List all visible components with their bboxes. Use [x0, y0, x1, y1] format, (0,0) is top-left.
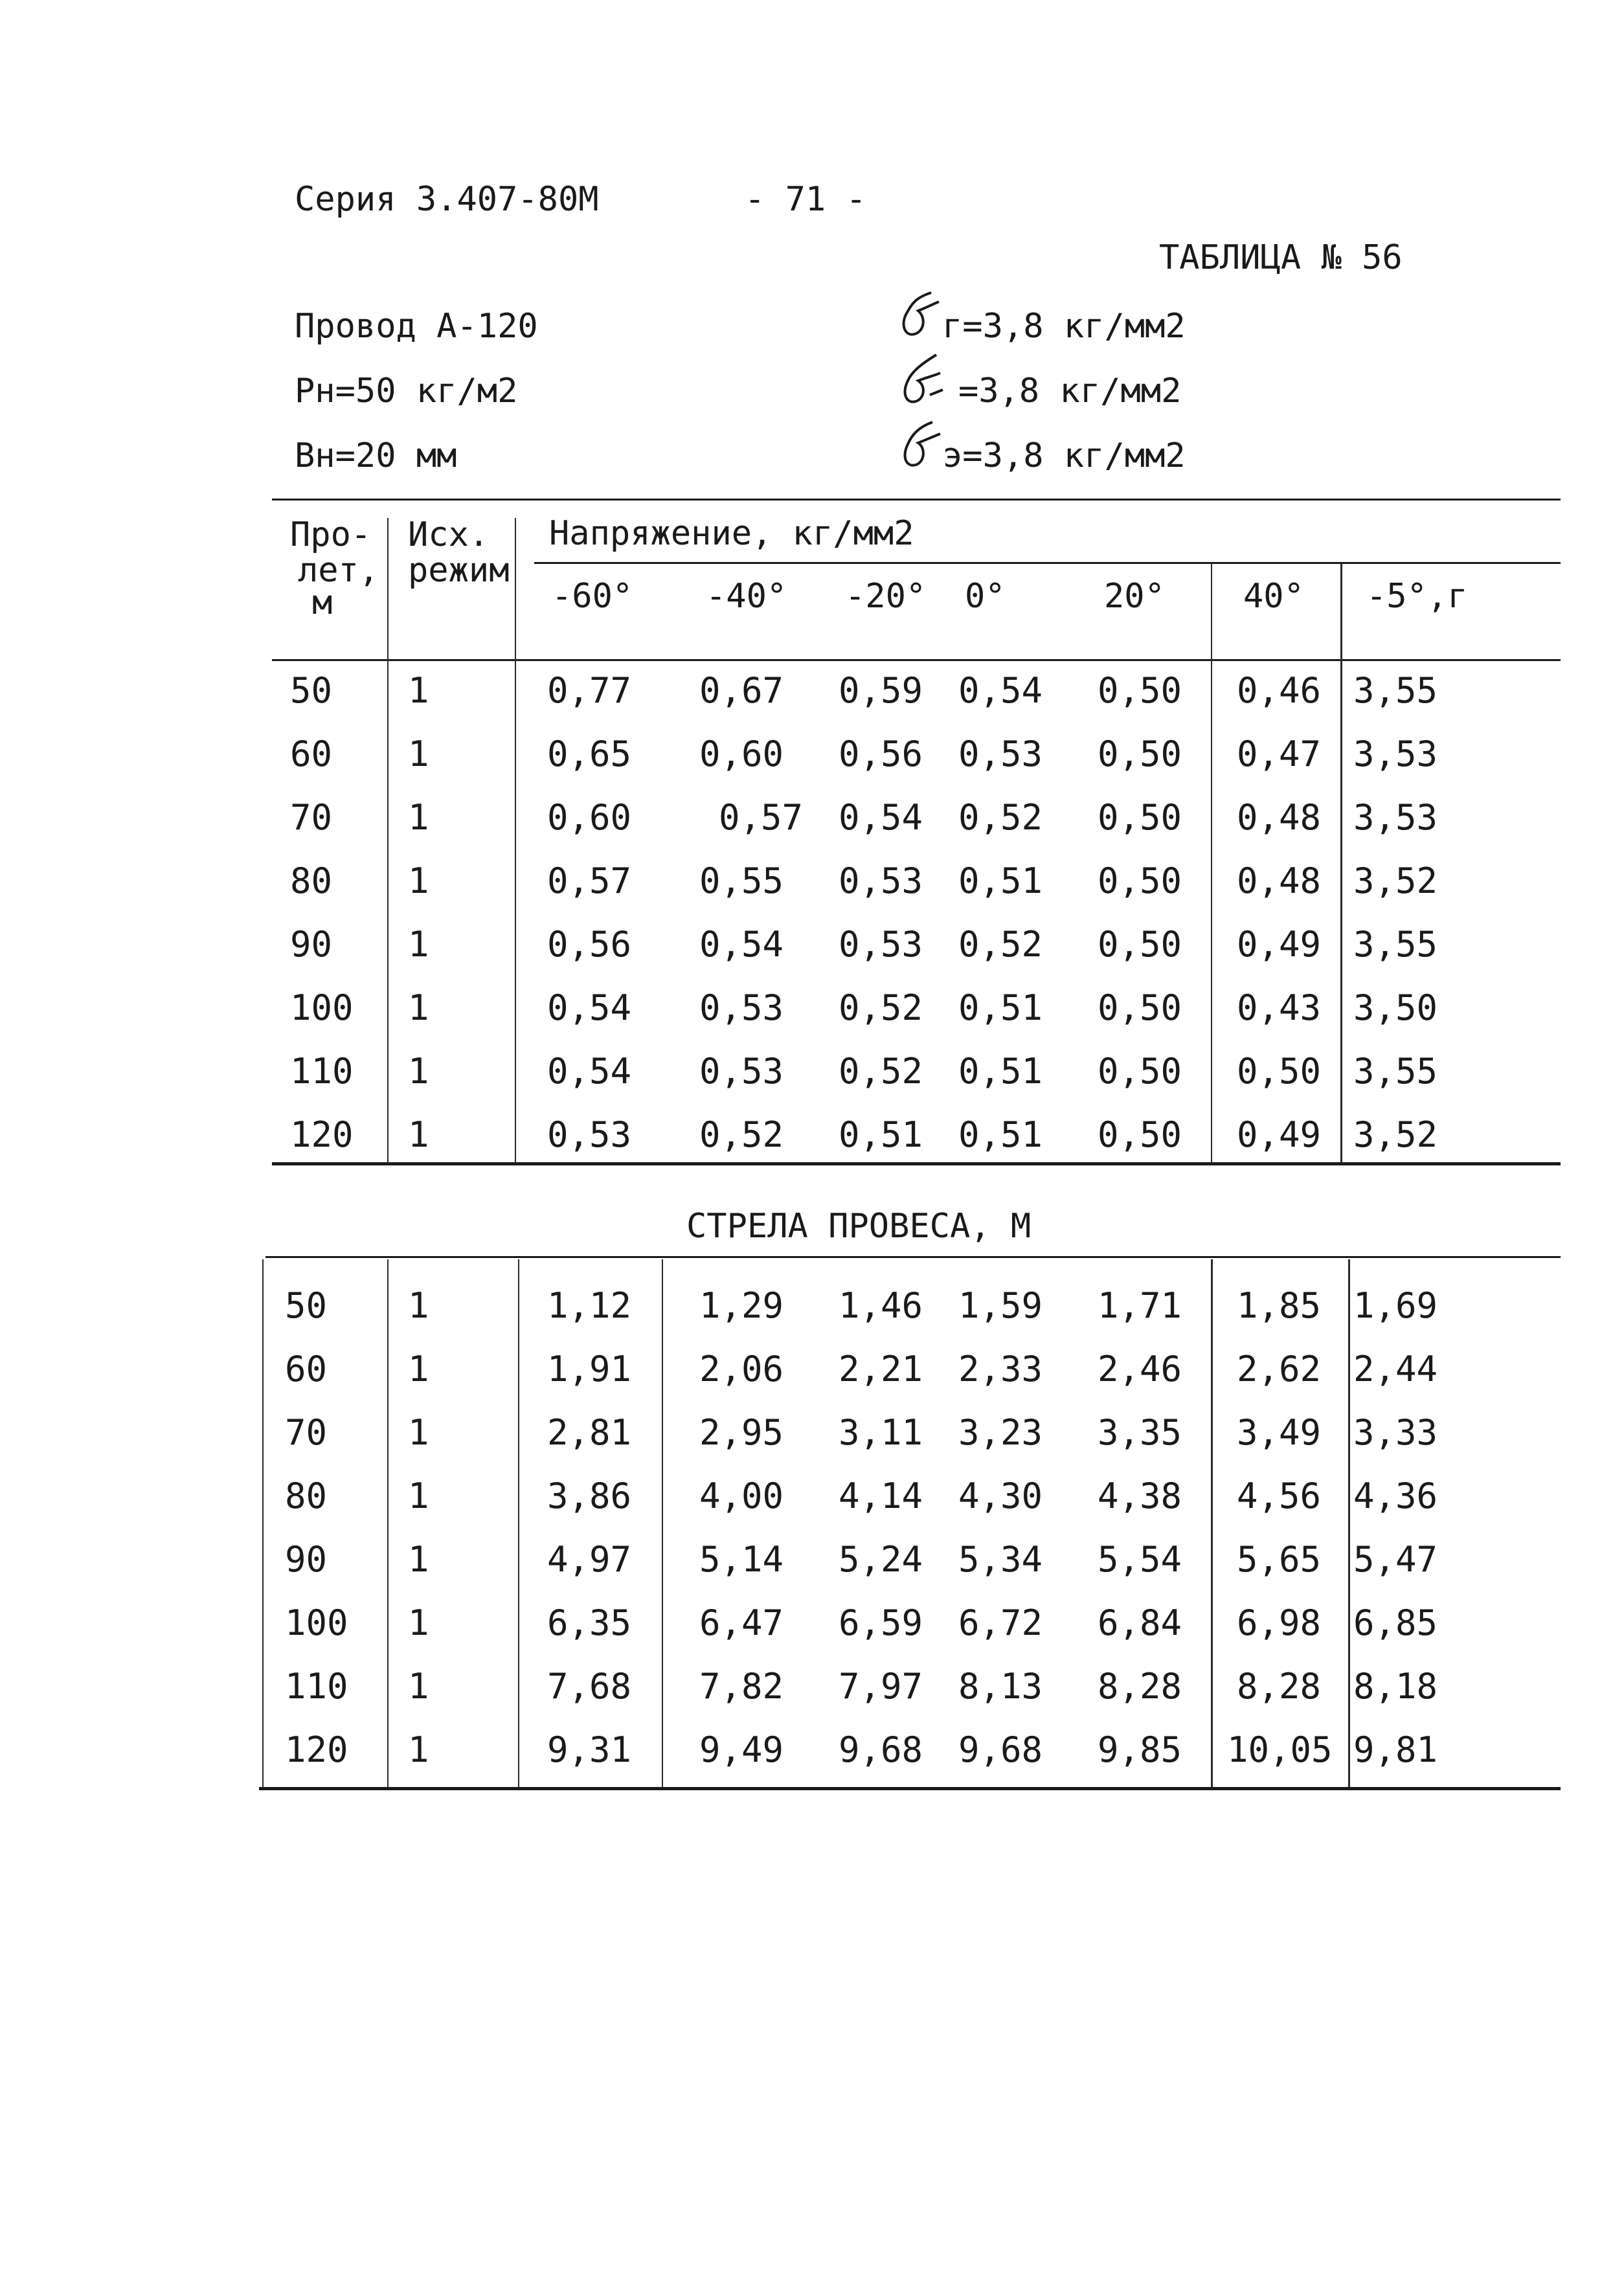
mode-header: Исх. — [408, 515, 490, 554]
temp-header: -60° — [552, 577, 633, 616]
table-cell: 0,59 — [839, 670, 923, 711]
table-cell: 3,50 — [1353, 987, 1438, 1028]
table-cell-span: 70 — [285, 1412, 328, 1453]
temp-header-rule — [534, 562, 1561, 564]
table-cell: 1,46 — [839, 1285, 923, 1326]
table-cell-mode: 1 — [408, 734, 429, 774]
table-cell: 2,21 — [839, 1349, 923, 1389]
stress-header: Напряжение, кг/мм2 — [549, 514, 914, 553]
table-cell: 0,54 — [958, 670, 1043, 711]
table-cell: 0,48 — [1237, 797, 1322, 838]
table-cell: 4,38 — [1098, 1476, 1182, 1516]
sag-section-title: СТРЕЛА ПРОВЕСА, М — [686, 1207, 1032, 1246]
sigma-handwritten-icon — [892, 416, 944, 474]
table-cell-span: 80 — [290, 860, 333, 901]
table-cell: 0,56 — [839, 734, 923, 774]
table-cell: 0,50 — [1237, 1051, 1322, 1092]
table-cell: 4,14 — [839, 1476, 923, 1516]
table-cell: 0,51 — [958, 1114, 1043, 1155]
table-cell: 0,51 — [839, 1114, 923, 1155]
table-cell-span: 90 — [285, 1539, 328, 1580]
table-cell: 0,53 — [699, 987, 784, 1028]
table-cell: 0,53 — [839, 924, 923, 965]
table-cell: 0,49 — [1237, 924, 1322, 965]
table-cell: 1,71 — [1098, 1285, 1182, 1326]
table-cell: 0,52 — [958, 797, 1043, 838]
column-divider — [515, 518, 516, 1162]
table-cell: 0,51 — [958, 860, 1043, 901]
sigma-e-param: э=3,8 кг/мм2 — [942, 436, 1186, 475]
table-cell: 0,53 — [839, 860, 923, 901]
table-cell: 3,55 — [1353, 1051, 1438, 1092]
table-cell: 0,50 — [1098, 987, 1182, 1028]
column-divider — [387, 518, 389, 1162]
table-cell: 0,51 — [958, 1051, 1043, 1092]
table-cell: 4,97 — [547, 1539, 632, 1580]
table-cell: 5,14 — [699, 1539, 784, 1580]
table-cell-mode: 1 — [408, 1051, 429, 1092]
table-cell: 8,28 — [1237, 1666, 1322, 1707]
table-cell: 6,85 — [1353, 1602, 1438, 1643]
table-cell: 7,97 — [839, 1666, 923, 1707]
span-header: м — [312, 583, 333, 622]
table-cell-span: 90 — [290, 924, 333, 965]
column-divider — [662, 1259, 663, 1787]
table-cell: 3,86 — [547, 1476, 632, 1516]
mode-header: режим — [408, 551, 510, 590]
table-cell: 5,34 — [958, 1539, 1043, 1580]
column-divider — [1340, 563, 1342, 1162]
table-cell: 0,52 — [699, 1114, 784, 1155]
table-cell: 1,59 — [958, 1285, 1043, 1326]
table-cell: 3,55 — [1353, 670, 1438, 711]
sag-top-rule — [265, 1256, 1561, 1258]
pn-param: Рн=50 кг/м2 — [295, 372, 518, 410]
table-cell: 0,57 — [547, 860, 632, 901]
table-cell: 0,50 — [1098, 734, 1182, 774]
table-cell: 0,52 — [958, 924, 1043, 965]
table-cell: 5,47 — [1353, 1539, 1438, 1580]
table-cell: 1,69 — [1353, 1285, 1438, 1326]
table-cell: 0,50 — [1098, 924, 1182, 965]
table-cell: 4,56 — [1237, 1476, 1322, 1516]
table-cell: 1,12 — [547, 1285, 632, 1326]
table-cell: 0,54 — [839, 797, 923, 838]
temp-header: 40° — [1243, 577, 1304, 616]
table-cell: 2,95 — [699, 1412, 784, 1453]
temp-header: 20° — [1104, 577, 1165, 616]
table-cell: 10,05 — [1227, 1729, 1333, 1770]
table-cell: 3,33 — [1353, 1412, 1438, 1453]
table-cell: 3,55 — [1353, 924, 1438, 965]
header-bottom-rule — [272, 659, 1561, 661]
table-cell: 2,81 — [547, 1412, 632, 1453]
table-cell: 6,59 — [839, 1602, 923, 1643]
table-cell: 0,77 — [547, 670, 632, 711]
table-cell-span: 70 — [290, 797, 333, 838]
temp-header: -40° — [706, 577, 787, 616]
table-cell-mode: 1 — [408, 1285, 429, 1326]
table-cell: 1,85 — [1237, 1285, 1322, 1326]
table-cell: 9,49 — [699, 1729, 784, 1770]
table-cell: 9,81 — [1353, 1729, 1438, 1770]
table-cell: 0,60 — [547, 797, 632, 838]
table-cell: 1,91 — [547, 1349, 632, 1389]
table-cell: 0,46 — [1237, 670, 1322, 711]
span-header: Про- — [290, 515, 372, 554]
table-cell: 0,54 — [547, 1051, 632, 1092]
table-cell: 0,50 — [1098, 860, 1182, 901]
sigma-handwritten-icon — [892, 285, 944, 343]
table-cell: 3,49 — [1237, 1412, 1322, 1453]
sigma-handwritten-icon — [892, 350, 951, 408]
table-cell: 4,30 — [958, 1476, 1043, 1516]
table-cell-span: 60 — [290, 734, 333, 774]
table-cell: 0,50 — [1098, 1114, 1182, 1155]
table-cell-mode: 1 — [408, 924, 429, 965]
table-cell: 0,48 — [1237, 860, 1322, 901]
column-divider — [1211, 563, 1212, 1162]
table-cell-mode: 1 — [408, 1114, 429, 1155]
table-cell: 0,47 — [1237, 734, 1322, 774]
table-cell: 8,28 — [1098, 1666, 1182, 1707]
table-cell: 5,65 — [1237, 1539, 1322, 1580]
table-cell: 0,67 — [699, 670, 784, 711]
column-divider — [518, 1259, 519, 1787]
table-cell: 0,60 — [699, 734, 784, 774]
table-cell-span: 110 — [290, 1051, 354, 1092]
table-cell-span: 100 — [285, 1602, 348, 1643]
table-cell: 3,53 — [1353, 797, 1438, 838]
table-cell: 0,53 — [699, 1051, 784, 1092]
table-cell: 0,55 — [699, 860, 784, 901]
table-cell: 6,35 — [547, 1602, 632, 1643]
table-cell: 0,65 — [547, 734, 632, 774]
table-cell-mode: 1 — [408, 1729, 429, 1770]
table-cell: 4,00 — [699, 1476, 784, 1516]
table-cell: 6,98 — [1237, 1602, 1322, 1643]
table-cell: 3,35 — [1098, 1412, 1182, 1453]
column-divider — [262, 1259, 264, 1787]
table-cell: 1,29 — [699, 1285, 784, 1326]
table-cell: 0,53 — [547, 1114, 632, 1155]
table-cell: 5,54 — [1098, 1539, 1182, 1580]
table-cell: 9,68 — [839, 1729, 923, 1770]
wire-param: Провод А-120 — [295, 307, 538, 346]
table-cell: 0,52 — [839, 987, 923, 1028]
table-cell: 3,52 — [1353, 860, 1438, 901]
table-cell: 7,82 — [699, 1666, 784, 1707]
table-cell: 2,06 — [699, 1349, 784, 1389]
table-cell: 0,50 — [1098, 797, 1182, 838]
table-cell: 0,57 — [719, 797, 804, 838]
table-cell-span: 80 — [285, 1476, 328, 1516]
table-cell-mode: 1 — [408, 1349, 429, 1389]
table-cell: 0,56 — [547, 924, 632, 965]
table-cell: 0,53 — [958, 734, 1043, 774]
table-cell: 0,43 — [1237, 987, 1322, 1028]
table-cell: 3,11 — [839, 1412, 923, 1453]
table-cell: 6,84 — [1098, 1602, 1182, 1643]
table-cell: 2,33 — [958, 1349, 1043, 1389]
table-cell: 9,31 — [547, 1729, 632, 1770]
page-number: - 71 - — [745, 180, 866, 219]
table-cell: 2,46 — [1098, 1349, 1182, 1389]
table-cell-mode: 1 — [408, 987, 429, 1028]
table-cell: 3,23 — [958, 1412, 1043, 1453]
column-divider — [1348, 1259, 1350, 1787]
bn-param: Вн=20 мм — [295, 436, 457, 475]
sigma-minus-param: =3,8 кг/мм2 — [958, 372, 1182, 410]
table-cell: 6,47 — [699, 1602, 784, 1643]
table-cell: 7,68 — [547, 1666, 632, 1707]
table-cell-span: 50 — [285, 1285, 328, 1326]
table-cell: 0,54 — [547, 987, 632, 1028]
table-label: ТАБЛИЦА № 56 — [1159, 238, 1403, 277]
table-cell-mode: 1 — [408, 1602, 429, 1643]
table-cell-mode: 1 — [408, 797, 429, 838]
table-cell-span: 120 — [290, 1114, 354, 1155]
temp-header: 0° — [965, 577, 1006, 616]
table-cell: 8,18 — [1353, 1666, 1438, 1707]
table-cell-span: 50 — [290, 670, 333, 711]
series-label: Серия 3.407-80М — [295, 180, 599, 219]
table-cell: 2,44 — [1353, 1349, 1438, 1389]
table-cell: 0,50 — [1098, 1051, 1182, 1092]
table-cell: 0,49 — [1237, 1114, 1322, 1155]
table-cell: 5,24 — [839, 1539, 923, 1580]
table-cell: 3,52 — [1353, 1114, 1438, 1155]
table-cell: 8,13 — [958, 1666, 1043, 1707]
column-divider — [1211, 1259, 1213, 1787]
table-cell-mode: 1 — [408, 860, 429, 901]
span-header: лет, — [298, 551, 379, 590]
sag-bottom-rule — [259, 1787, 1561, 1790]
table-cell: 0,50 — [1098, 670, 1182, 711]
table-cell: 3,53 — [1353, 734, 1438, 774]
table-cell-mode: 1 — [408, 1476, 429, 1516]
table-cell: 0,51 — [958, 987, 1043, 1028]
table-cell-span: 100 — [290, 987, 354, 1028]
table-cell: 0,54 — [699, 924, 784, 965]
temp-header: -20° — [845, 577, 927, 616]
table-cell-mode: 1 — [408, 1666, 429, 1707]
table-cell-span: 120 — [285, 1729, 348, 1770]
table-cell: 6,72 — [958, 1602, 1043, 1643]
table-cell-span: 110 — [285, 1666, 348, 1707]
table-cell: 9,68 — [958, 1729, 1043, 1770]
table-cell: 4,36 — [1353, 1476, 1438, 1516]
table-cell-mode: 1 — [408, 1539, 429, 1580]
table-cell-mode: 1 — [408, 1412, 429, 1453]
table-cell-mode: 1 — [408, 670, 429, 711]
table-cell: 0,52 — [839, 1051, 923, 1092]
column-divider — [387, 1259, 389, 1787]
temp-header: -5°,г — [1366, 577, 1468, 616]
table-cell-span: 60 — [285, 1349, 328, 1389]
sigma-g-param: г=3,8 кг/мм2 — [942, 307, 1186, 346]
table-top-rule — [272, 499, 1561, 500]
table-cell: 9,85 — [1098, 1729, 1182, 1770]
table-cell: 2,62 — [1237, 1349, 1322, 1389]
stress-bottom-rule — [272, 1162, 1561, 1165]
